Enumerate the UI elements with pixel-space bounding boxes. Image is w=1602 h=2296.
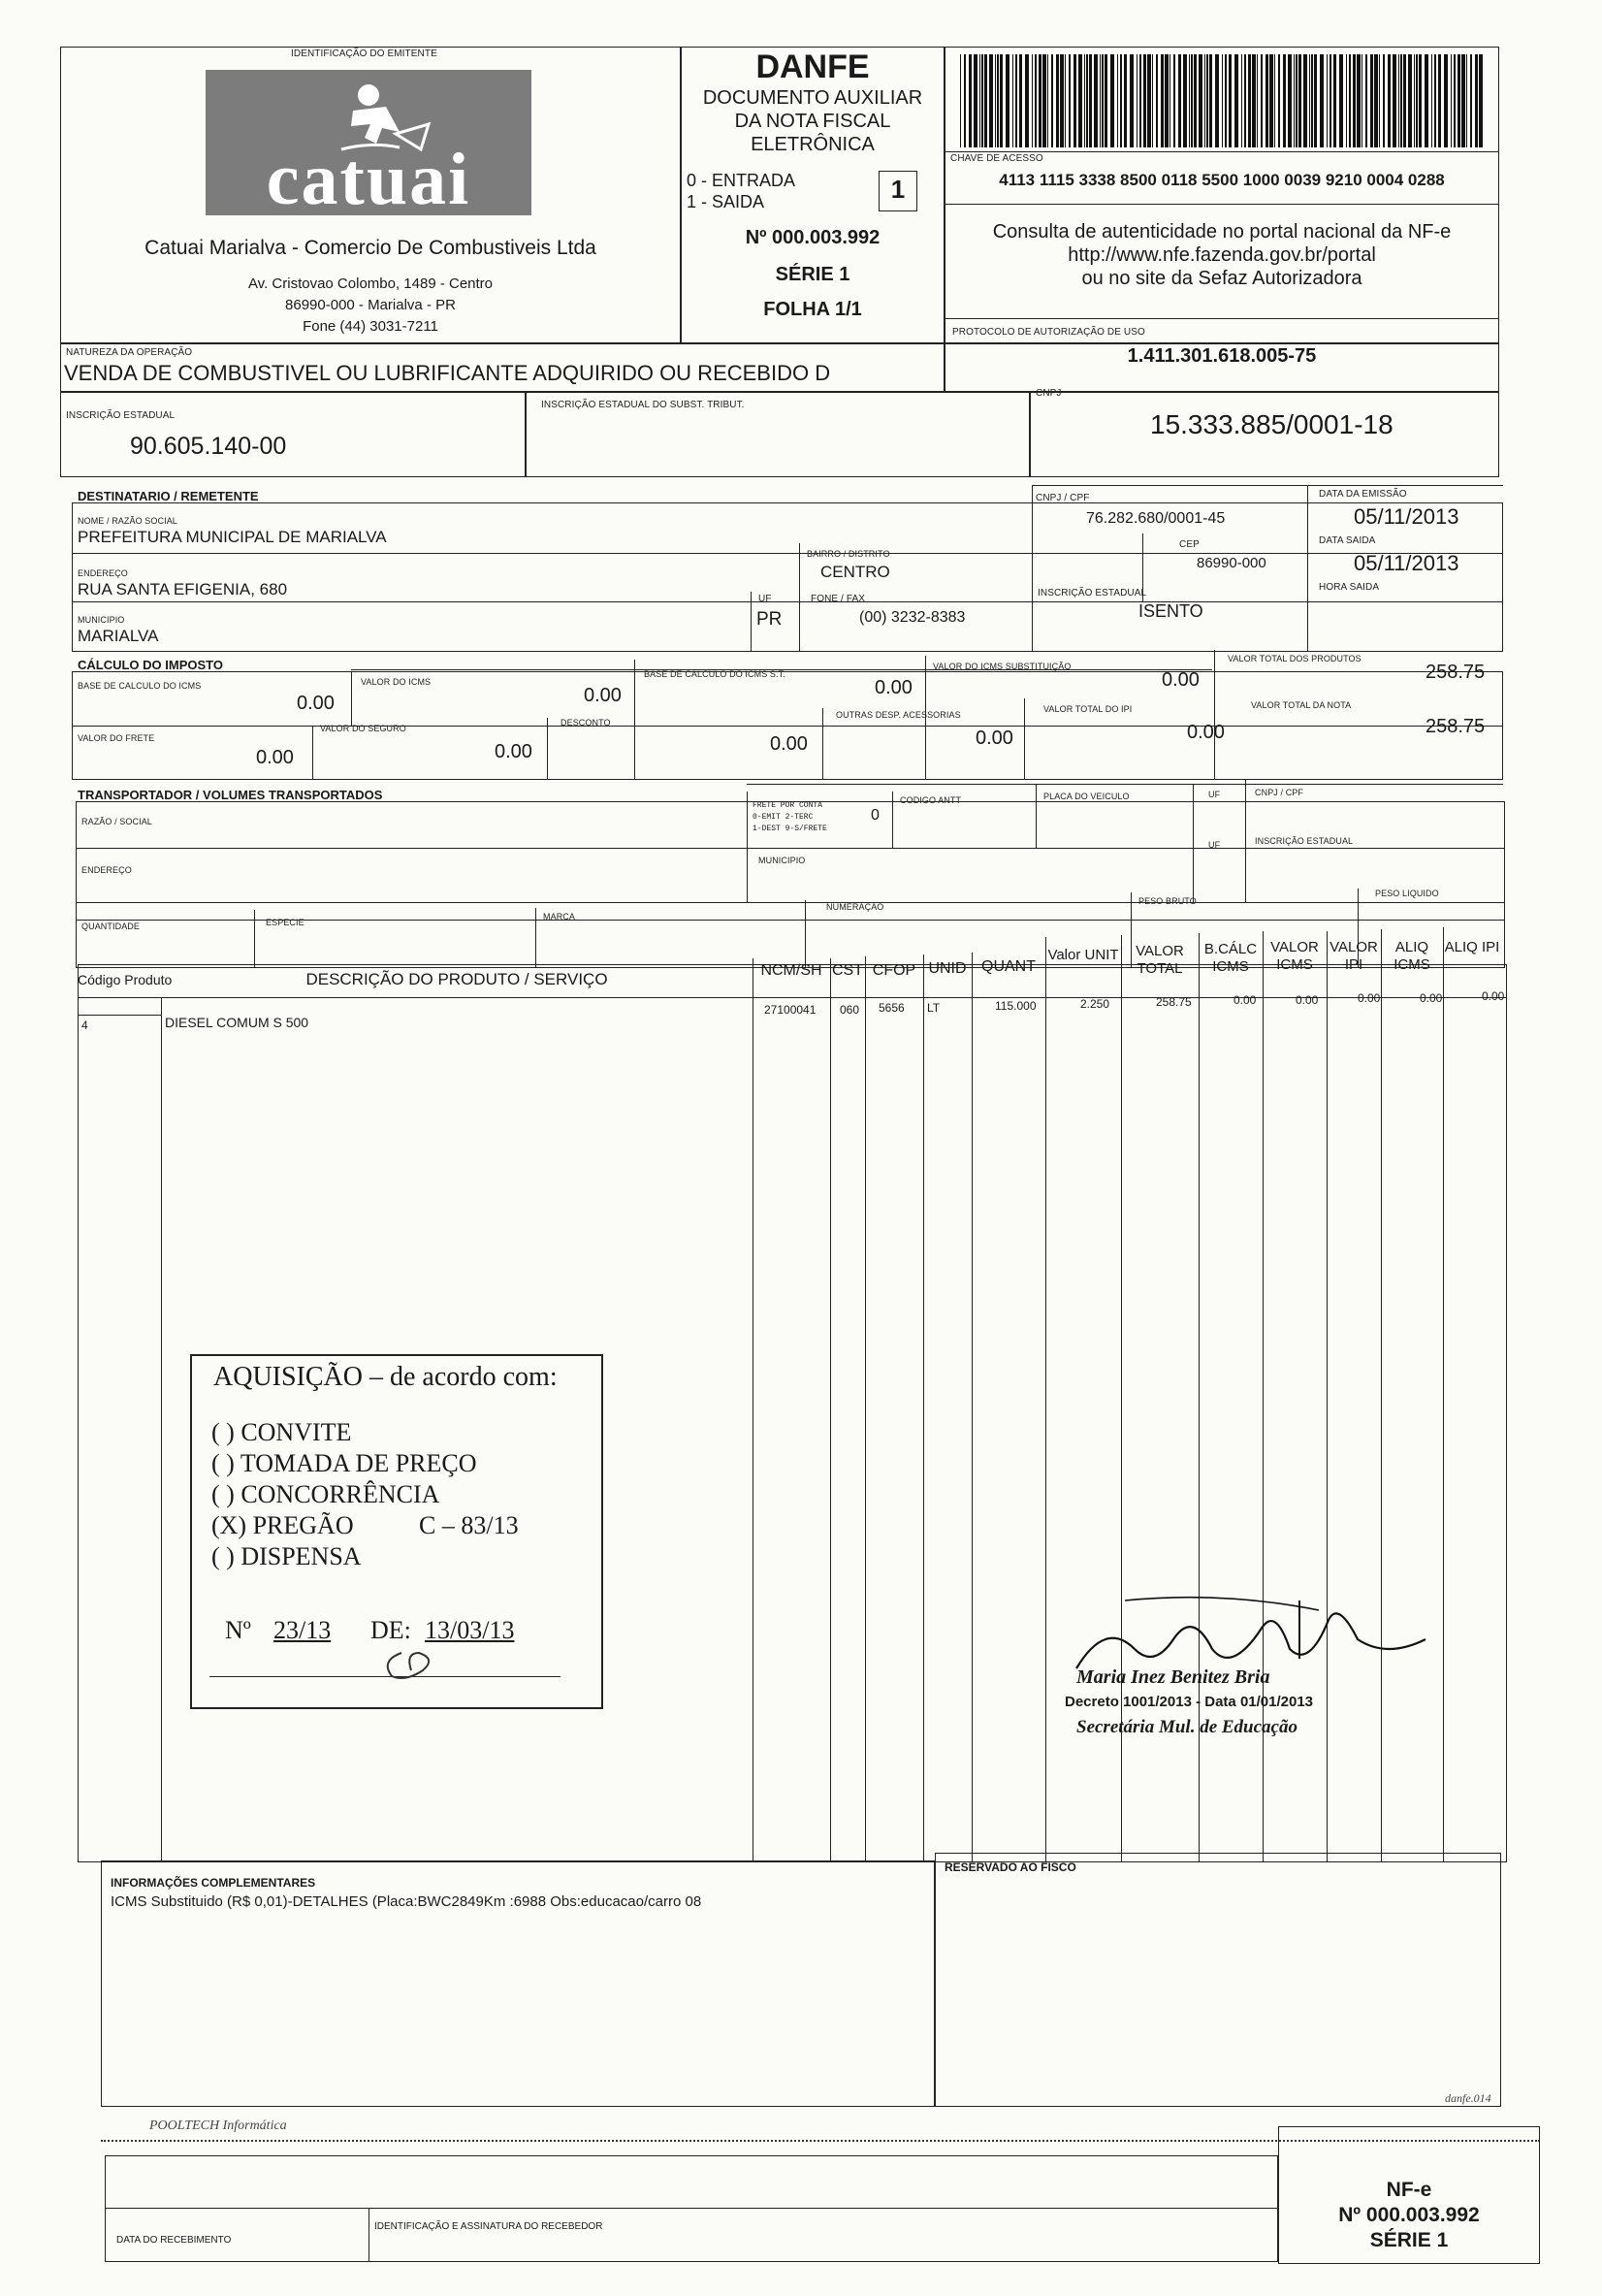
cell-aliqipi: 0.00 [1482,989,1505,1003]
consulta-1: Consulta de autenticidade no portal nacional da NF-e [992,221,1452,243]
col-cfop-header: CFOP [872,962,916,979]
ie-label: INSCRIÇÃO ESTADUAL [66,410,176,421]
table-column-divider [1045,937,1046,1862]
frete-conta-2: 0-EMIT 2-TERC [753,813,814,822]
col-vunit-header: Valor UNIT [1047,947,1119,963]
cell-unid: LT [927,1001,941,1015]
cell-vunit: 2.250 [1080,997,1110,1011]
col-bcalc-header: B.CÁLC ICMS [1203,941,1258,975]
danfe-line1: DOCUMENTO AUXILIAR [702,87,923,109]
municipio-value: MARIALVA [78,627,159,645]
danfe-numero: Nº 000.003.992 [745,227,881,248]
col-vicms-header: VALOR ICMS [1270,939,1319,973]
nome-value: PREFEITURA MUNICIPAL DE MARIALVA [78,528,387,546]
transp-uf2-label: UF [1208,840,1221,850]
nome-label: NOME / RAZÃO SOCIAL [78,516,177,526]
cell-descricao: DIESEL COMUM S 500 [165,1015,309,1030]
bc-icms-label: BASE DE CALCULO DO ICMS [78,681,202,691]
transportador-section: TRANSPORTADOR / VOLUMES TRANSPORTADOS [78,788,383,802]
consulta-3: ou no site da Sefaz Autorizadora [1081,268,1362,289]
frete-label: VALOR DO FRETE [78,733,155,743]
danfe-entrada: 0 - ENTRADA [687,171,796,190]
seguro-label: VALOR DO SEGURO [320,724,406,733]
bc-icms-value: 0.00 [297,693,335,714]
table-column-divider [1381,929,1382,1862]
uf-value: PR [756,609,783,630]
col-vipi-header: VALOR IPI [1330,939,1378,973]
fisco-label: RESERVADO AO FISCO [945,1860,1076,1874]
col-codigo-header: Código Produto [78,972,173,987]
cnpj-cpf-label: CNPJ / CPF [1036,493,1090,503]
municipio-label: MUNICIPIO [78,615,125,625]
antt-label: CODIGO ANTT [900,795,962,805]
desconto-value: 0.00 [770,733,808,755]
uf-label: UF [758,594,772,604]
stamp-concorrencia: ( ) CONCORRÊNCIA [211,1480,440,1508]
signer-decreto: Decreto 1001/2013 - Data 01/01/2013 [1065,1694,1314,1710]
table-row [78,989,1507,1032]
table-column-divider [865,956,866,1862]
cell-aliqicms: 0.00 [1420,991,1443,1005]
stamp-initials-icon [372,1643,450,1686]
transp-municipio-label: MUNICIPIO [758,856,806,865]
col-vtotal-header: VALOR TOTAL [1136,943,1184,977]
v-st-label: VALOR DO ICMS SUBSTITUIÇÃO [933,662,1072,671]
emissao-label: DATA DA EMISSÃO [1319,489,1407,500]
frete-conta-value: 0 [871,807,880,824]
table-column-divider [830,958,831,1862]
emitente-endereco: Av. Cristovao Colombo, 1489 - Centro [247,275,494,292]
danfe-line3: ELETRÔNICA [751,134,875,155]
danfe-line2: DA NOTA FISCAL [734,111,891,132]
especie-label: ESPECIE [266,918,304,927]
stamp-de: 13/03/13 [425,1616,515,1644]
stamp-no: 23/13 [273,1616,332,1644]
cnpj-label: CNPJ [1036,388,1062,399]
ipi-label: VALOR TOTAL DO IPI [1043,704,1133,714]
stamp-no-label: Nº [225,1616,251,1644]
cep-label: CEP [1179,539,1200,550]
table-column-divider [972,953,973,1862]
cell-cfop: 5656 [879,1001,905,1015]
razao-label: RAZÃO / SOCIAL [81,817,152,826]
info-label: INFORMAÇÕES COMPLEMENTARES [111,1876,316,1890]
col-aliqipi-header: ALIQ IPI [1444,939,1500,955]
seguro-value: 0.00 [495,741,532,762]
destinatario-box [72,502,1503,652]
chave-value: 4113 1115 3338 8500 0118 5500 1000 0039 9210 0004 0288 [999,171,1445,189]
imposto-section: CÁLCULO DO IMPOSTO [78,658,223,672]
cell-vipi: 0.00 [1358,991,1381,1005]
cell-vicms: 0.00 [1296,993,1319,1007]
bc-st-value: 0.00 [875,677,913,698]
col-descricao-header: DESCRIÇÃO DO PRODUTO / SERVIÇO [305,970,608,988]
col-unid-header: UNID [928,960,967,977]
signer-name: Maria Inez Benitez Bria [1076,1666,1270,1688]
consulta-2: http://www.nfe.fazenda.gov.br/portal [1068,244,1376,266]
transp-uf-label: UF [1208,790,1221,799]
stamp-tomada: ( ) TOMADA DE PREÇO [211,1449,477,1477]
emitente-cep: 86990-000 - Marialva - PR [285,297,456,313]
canhoto-assinatura-label: IDENTIFICAÇÃO E ASSINATURA DO RECEBEDOR [374,2221,603,2232]
chave-label: CHAVE DE ACESSO [950,153,1043,164]
barcode-bars-icon [960,54,1484,147]
fone-label: FONE / FAX [811,594,866,604]
cnpj-cpf-value: 76.282.680/0001-45 [1086,510,1226,527]
company-logo [206,70,531,220]
emitente-label: IDENTIFICAÇÃO DO EMITENTE [291,49,437,59]
transp-endereco-label: ENDEREÇO [81,865,132,875]
cep-value: 86990-000 [1197,555,1266,571]
frete-conta-1: FRETE POR CONTA [753,801,823,810]
dest-ie-value: ISENTO [1138,601,1203,621]
signer-cargo: Secretária Mul. de Educação [1076,1717,1298,1737]
software-credit: POOLTECH Informática [149,2118,287,2133]
saida-value: 05/11/2013 [1354,551,1459,575]
protocolo-value: 1.411.301.618.005-75 [1127,345,1317,367]
col-cst-header: CST [832,962,863,979]
desconto-label: DESCONTO [561,718,611,728]
destinatario-section: DESTINATARIO / REMETENTE [78,489,259,503]
canhoto-nfe: NF-e [1386,2179,1432,2201]
protocolo-label: PROTOCOLO DE AUTORIZAÇÃO DE USO [952,327,1145,338]
col-aliqicms-header: ALIQ ICMS [1394,939,1430,973]
danfe-tipo: 1 [890,175,906,204]
dest-ie-label: INSCRIÇÃO ESTADUAL [1038,588,1147,598]
peso-liquido-label: PESO LIQUIDO [1375,889,1439,898]
info-text: ICMS Substituido (R$ 0,01)-DETALHES (Placa:BWC2849Km :6988 Obs:educacao/carro 08 [111,1893,702,1910]
danfe-folha: FOLHA 1/1 [763,299,862,320]
stamp-de-label: DE: [370,1616,411,1644]
logo-text: catuai [266,139,471,220]
natureza-label: NATUREZA DA OPERAÇÃO [66,347,193,358]
frete-value: 0.00 [256,747,294,768]
table-column-divider [923,954,924,1862]
endereco-label: ENDEREÇO [78,568,128,578]
table-column-divider [1443,927,1444,1862]
v-icms-value: 0.00 [584,685,622,706]
ipi-value: 0.00 [1187,722,1225,743]
endereco-value: RUA SANTA EFIGENIA, 680 [78,580,288,598]
canhoto-data-label: DATA DO RECEBIMENTO [116,2235,232,2246]
stamp-convite: ( ) CONVITE [211,1418,352,1446]
stamp-title: AQUISIÇÃO – de acordo com: [213,1362,558,1392]
outras-label: OUTRAS DESP. ACESSORIAS [836,710,961,720]
table-column-divider [161,997,162,1862]
total-label: VALOR TOTAL DA NOTA [1251,700,1352,710]
numeracao-label: NUMERAÇÃO [826,902,884,912]
hora-label: HORA SAIDA [1319,582,1380,593]
total-value: 258.75 [1426,716,1486,737]
v-st-value: 0.00 [1162,669,1200,691]
emitente-fone: Fone (44) 3031-7211 [303,318,438,335]
canhoto-box [105,2155,1278,2262]
cell-vtotal: 258.75 [1156,995,1192,1009]
cnpj-value: 15.333.885/0001-18 [1150,409,1394,439]
transp-ie-label: INSCRIÇÃO ESTADUAL [1255,836,1354,846]
v-icms-label: VALOR DO ICMS [361,677,432,687]
saida-label: DATA SAIDA [1319,535,1376,546]
stamp-pregao: (X) PREGÃO [211,1511,354,1539]
cell-bcalc: 0.00 [1234,993,1257,1007]
fone-value: (00) 3232-8383 [859,609,966,626]
stamp-pregao-num: C – 83/13 [419,1511,519,1539]
bairro-value: CENTRO [820,563,890,581]
fisco-box [935,1853,1501,2107]
placa-label: PLACA DO VEICULO [1043,792,1130,801]
marca-label: MARCA [543,912,576,922]
ie-st-label: INSCRIÇÃO ESTADUAL DO SUBST. TRIBUT. [541,400,745,410]
ie-value: 90.605.140-00 [130,433,287,460]
bc-st-label: BASE DE CALCULO DO ICMS S.T. [644,669,785,679]
cell-codigo: 4 [81,1019,88,1032]
cell-cst: 060 [840,1003,860,1017]
transp-cnpj-label: CNPJ / CPF [1255,788,1304,797]
table-column-divider [1327,931,1328,1862]
emitente-nome: Catuai Marialva - Comercio De Combustiveis Ltda [144,237,596,259]
danfe-saida: 1 - SAIDA [687,192,765,211]
peso-bruto-label: PESO BRUTO [1138,896,1197,906]
emissao-value: 05/11/2013 [1354,504,1459,529]
form-code: danfe.014 [1445,2091,1491,2105]
col-ncm-header: NCM/SH [760,962,822,979]
cell-quant: 115.000 [995,999,1037,1013]
danfe-title: DANFE [755,49,870,85]
canhoto-serie: SÉRIE 1 [1369,2229,1449,2251]
col-quant-header: QUANT [981,958,1036,975]
v-prod-value: 258.75 [1426,662,1486,683]
danfe-serie: SÉRIE 1 [775,264,850,285]
barcode [960,54,1484,147]
acquisition-stamp [190,1354,603,1709]
v-prod-label: VALOR TOTAL DOS PRODUTOS [1228,654,1362,663]
stamp-dispensa: ( ) DISPENSA [211,1542,362,1570]
qtd-label: QUANTIDADE [81,922,141,931]
natureza-value: VENDA DE COMBUSTIVEL OU LUBRIFICANTE ADQUIRIDO OU RECEBIDO D [64,361,831,385]
outras-value: 0.00 [976,728,1013,749]
frete-conta-3: 1-DEST 9-S/FRETE [753,825,827,833]
bairro-label: BAIRRO / DISTRITO [807,549,890,559]
canhoto-numero: Nº 000.003.992 [1338,2204,1480,2226]
cell-ncm: 27100041 [764,1003,817,1017]
